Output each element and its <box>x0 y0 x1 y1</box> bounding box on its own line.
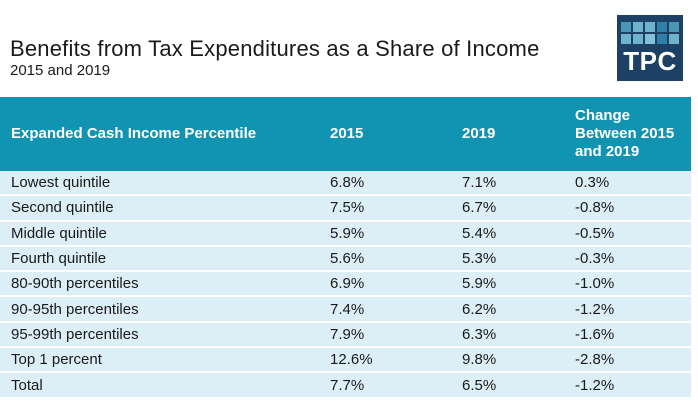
table-row <box>0 297 691 322</box>
tpc-logo <box>617 15 683 81</box>
value-change: -1.2% <box>575 376 615 394</box>
value-2019: 6.2% <box>462 300 497 318</box>
col-header-2015: 2015 <box>330 125 364 142</box>
logo-square <box>657 34 667 44</box>
value-2019: 5.3% <box>462 250 497 268</box>
value-change: -1.6% <box>575 325 615 343</box>
value-2015: 12.6% <box>330 351 373 369</box>
value-2019: 6.7% <box>462 199 497 217</box>
row-label: Top 1 percent <box>11 351 102 369</box>
value-2019: 7.1% <box>462 174 497 192</box>
table-row <box>0 196 691 221</box>
data-table <box>0 97 691 399</box>
logo-square <box>669 34 679 44</box>
table-row <box>0 272 691 297</box>
value-change: -0.8% <box>575 199 615 217</box>
logo-grid-icon <box>621 22 679 44</box>
logo-square <box>645 22 655 32</box>
value-change: -0.5% <box>575 224 615 242</box>
value-change: -1.0% <box>575 275 615 293</box>
table-row <box>0 171 691 196</box>
table-row <box>0 323 691 348</box>
logo-square <box>657 22 667 32</box>
value-2015: 7.9% <box>330 325 365 343</box>
value-2015: 6.8% <box>330 174 365 192</box>
logo-square <box>633 22 643 32</box>
value-change: -1.2% <box>575 300 615 318</box>
row-label: 95-99th percentiles <box>11 325 139 343</box>
row-label: Lowest quintile <box>11 174 111 192</box>
row-label: Fourth quintile <box>11 250 107 268</box>
logo-square <box>669 22 679 32</box>
value-2015: 6.9% <box>330 275 365 293</box>
col-header-change-label: Change Between 2015 and 2019 <box>575 107 675 160</box>
table-row <box>0 222 691 247</box>
logo-square <box>645 34 655 44</box>
col-header-percentile: Expanded Cash Income Percentile <box>11 125 257 142</box>
logo-square <box>621 22 631 32</box>
col-header-2019: 2019 <box>462 125 496 142</box>
row-label: Second quintile <box>11 199 114 217</box>
row-label: Total <box>11 376 43 394</box>
logo-square <box>633 34 643 44</box>
value-2019: 5.9% <box>462 275 497 293</box>
table-row <box>0 348 691 373</box>
value-2015: 7.7% <box>330 376 365 394</box>
table-header-row <box>0 97 691 171</box>
logo-text: TPC <box>623 46 677 76</box>
value-2019: 5.4% <box>462 224 497 242</box>
value-change: -2.8% <box>575 351 615 369</box>
value-change: -0.3% <box>575 250 615 268</box>
value-2015: 7.4% <box>330 300 365 318</box>
value-2015: 5.6% <box>330 250 365 268</box>
row-label: 90-95th percentiles <box>11 300 139 318</box>
figure-title: Benefits from Tax Expenditures as a Share of Income <box>10 36 540 61</box>
table-row <box>0 373 691 398</box>
value-2015: 5.9% <box>330 224 365 242</box>
figure-subtitle: 2015 and 2019 <box>10 62 111 79</box>
row-label: Middle quintile <box>11 224 107 242</box>
value-2019: 9.8% <box>462 351 497 369</box>
row-label: 80-90th percentiles <box>11 275 139 293</box>
value-2019: 6.5% <box>462 376 497 394</box>
value-change: 0.3% <box>575 174 610 192</box>
value-2019: 6.3% <box>462 325 497 343</box>
table-row <box>0 247 691 272</box>
value-2015: 7.5% <box>330 199 365 217</box>
table-body <box>0 171 691 399</box>
title-block <box>10 36 540 79</box>
logo-square <box>621 34 631 44</box>
col-header-change <box>575 107 691 161</box>
